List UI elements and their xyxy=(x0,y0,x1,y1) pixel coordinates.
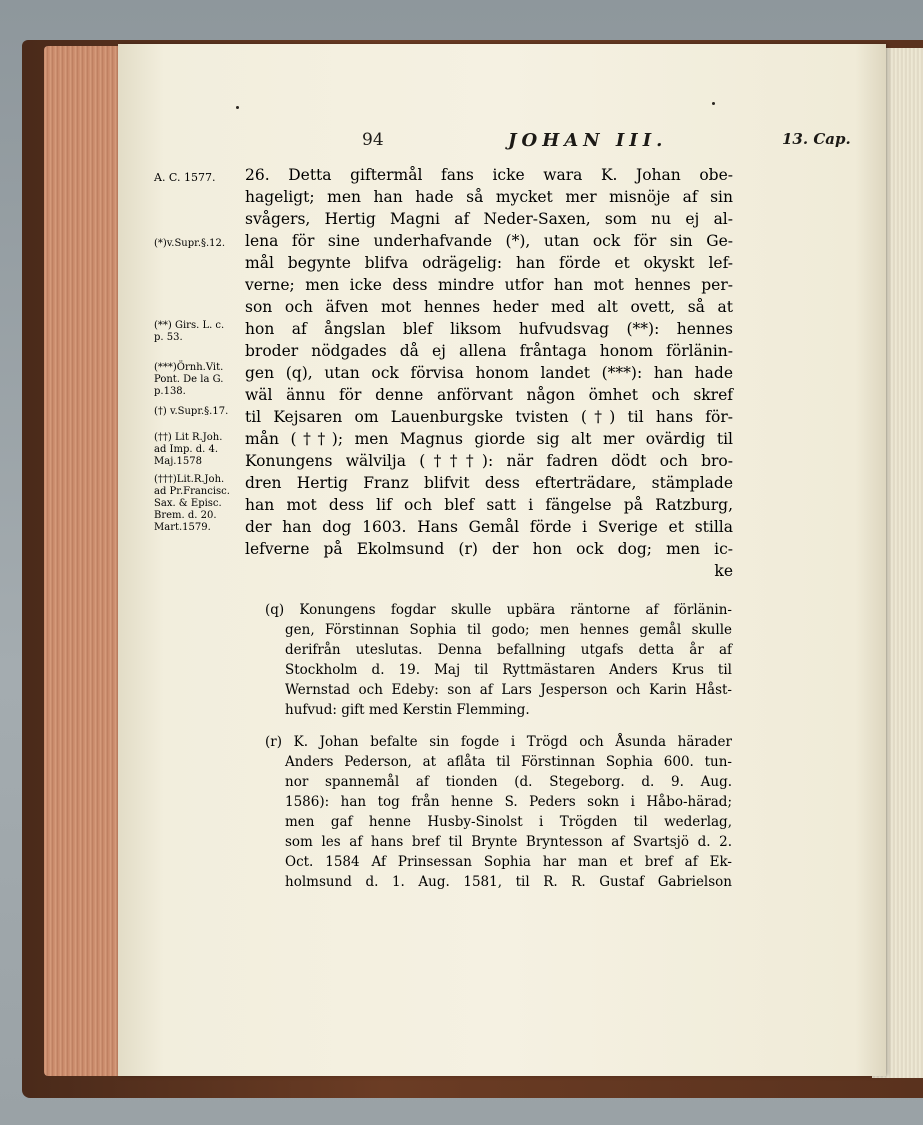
footnote-line: men gaf henne Husby-Sinolst i Trögden til wederlag, xyxy=(285,814,732,830)
footnote-line: (r) K. Johan befalte sin fogde i Trögd och Åsunda härader xyxy=(265,734,732,750)
margin-note: (*)v.Supr.§.12. xyxy=(154,238,226,249)
text-line: hon af ångslan blef liksom hufvudsvag (**): hennes xyxy=(245,320,733,338)
text-line: han mot dess lif och blef satt i fängelse på Ratzburg, xyxy=(245,496,733,514)
margin-note: (††) Lit R.Joh. ad Imp. d. 4. Maj.1578 xyxy=(154,432,223,467)
text-line: lefverne på Ekolmsund (r) der hon ock dog; men ic- xyxy=(245,540,733,558)
chapter-label: 13. Cap. xyxy=(782,130,851,148)
footnote-line: (q) Konungens fogdar skulle upbära räntorne af förlänin- xyxy=(265,602,732,618)
text-line: verne; men icke dess mindre utfor han mot hennes per- xyxy=(245,276,733,294)
footnote-line: gen, Förstinnan Sophia til godo; men hennes gemål skulle xyxy=(285,622,732,638)
running-title: JOHAN III. xyxy=(508,130,668,151)
text-line: broder nödgades då ej allena fråntaga honom förlänin- xyxy=(245,342,733,360)
footnote-line: holmsund d. 1. Aug. 1581, til R. R. Gustaf Gabrielson xyxy=(285,874,732,890)
text-line: lena för sine underhafvande (*), utan ock för sin Ge- xyxy=(245,232,733,250)
footnote-line: Oct. 1584 Af Prinsessan Sophia har man et bref af Ek- xyxy=(285,854,732,870)
text-line: til Kejsaren om Lauenburgske tvisten (†) til hans för- xyxy=(245,408,733,426)
text-line: 26. Detta giftermål fans icke wara K. Johan obe- xyxy=(245,166,733,184)
margin-note: (†††)Lit.R.Joh. ad Pr.Francisc. Sax. & Episc. Brem. d. 20. Mart.1579. xyxy=(154,474,230,533)
margin-note: (†) v.Supr.§.17. xyxy=(154,406,229,417)
footnote-line: Stockholm d. 19. Maj til Ryttmästaren Anders Krus til xyxy=(285,662,732,678)
ink-speck xyxy=(712,102,715,105)
footnote-line: Wernstad och Edeby: son af Lars Jesperson och Karin Håst- xyxy=(285,682,732,698)
text-line: gen (q), utan ock förvisa honom landet (***): han hade xyxy=(245,364,733,382)
catchword: ke xyxy=(714,562,733,580)
text-line: son och äfven mot hennes heder med alt ovett, så at xyxy=(245,298,733,316)
footnote-line: Anders Pederson, at aflåta til Förstinnan Sophia 600. tun- xyxy=(285,754,732,770)
margin-note: A. C. 1577. xyxy=(154,171,216,184)
text-line: hageligt; men han hade så mycket mer misnöje af sin xyxy=(245,188,733,206)
footnote-line: som les af hans bref til Brynte Bryntesson af Svartsjö d. 2. xyxy=(285,834,732,850)
text-line: wäl ännu för denne anförvant någon ömhet och skref xyxy=(245,386,733,404)
text-line: mån (††); men Magnus giorde sig alt mer ovärdig til xyxy=(245,430,733,448)
page-header xyxy=(118,130,886,154)
footnote-line: 1586): han tog från henne S. Peders sokn i Håbo-härad; xyxy=(285,794,732,810)
footnote-line: derifrån uteslutas. Denna befallning utgafs detta år af xyxy=(285,642,732,658)
ink-speck xyxy=(236,106,239,109)
text-line: Konungens wälvilja (†††): när fadren dödt och bro- xyxy=(245,452,733,470)
footnote-line: hufvud: gift med Kerstin Flemming. xyxy=(285,702,530,718)
text-line: dren Hertig Franz blifvit dess efterträdare, stämplade xyxy=(245,474,733,492)
margin-note: (**) Girs. L. c. p. 53. xyxy=(154,320,225,343)
text-line: svågers, Hertig Magni af Neder-Saxen, som nu ej al- xyxy=(245,210,733,228)
text-line: der han dog 1603. Hans Gemål förde i Sverige et stilla xyxy=(245,518,733,536)
text-line: mål begynte blifva odrägelig: han förde et okyskt lef- xyxy=(245,254,733,272)
footnote-line: nor spannemål af tionden (d. Stegeborg. d. 9. Aug. xyxy=(285,774,732,790)
page-number: 94 xyxy=(362,130,384,150)
margin-note: (***)Örnh.Vit. Pont. De la G. p.138. xyxy=(154,362,224,397)
